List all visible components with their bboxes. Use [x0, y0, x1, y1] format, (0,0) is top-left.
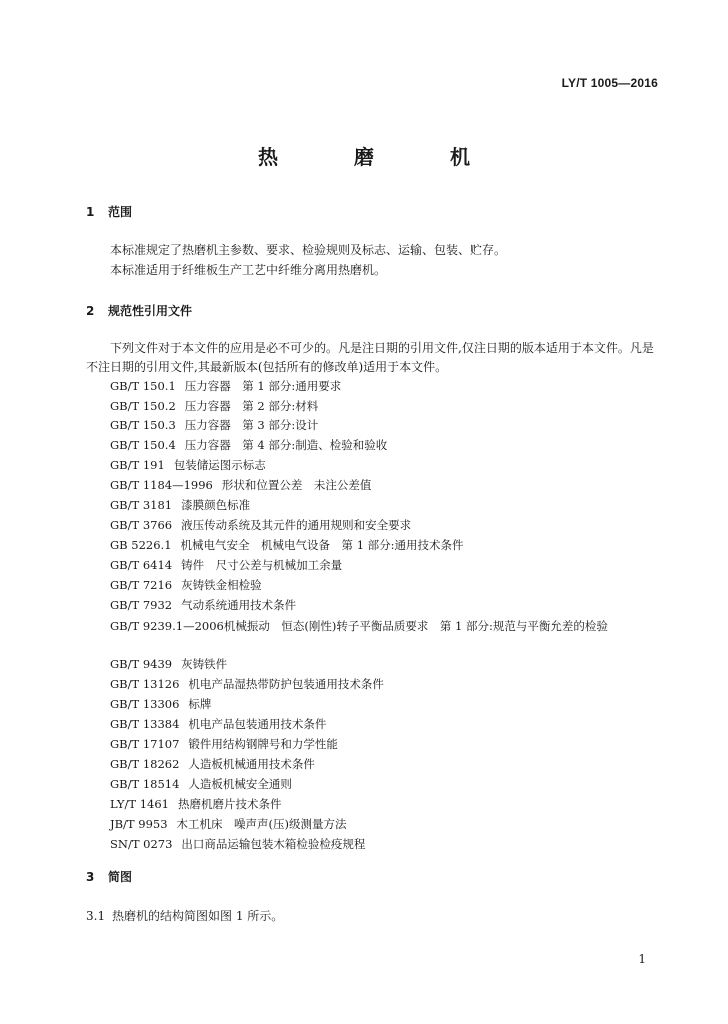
reference-item [110, 537, 464, 553]
reference-title: 灰铸铁金相检验 [181, 578, 262, 592]
section-title: 简图 [108, 870, 133, 884]
reference-code: GB 5226.1 [110, 538, 172, 552]
reference-item [86, 617, 666, 636]
reference-item [110, 557, 342, 573]
reference-code: GB/T 13384 [110, 717, 180, 731]
subsection-text: 热磨机的结构简图如图 1 所示。 [112, 909, 284, 923]
reference-item [110, 457, 266, 473]
reference-title: 气动系统通用技术条件 [181, 598, 297, 612]
reference-title: 压力容器 第 2 部分:材料 [184, 399, 319, 413]
section-3-heading [86, 868, 132, 885]
subsection-number: 3.1 [86, 909, 106, 923]
section-1-heading [86, 203, 132, 220]
reference-code: GB/T 13306 [110, 697, 180, 711]
reference-item [110, 517, 411, 533]
subsection-3-1 [86, 907, 283, 924]
reference-item [110, 477, 371, 493]
standard-code: LY/T 1005—2016 [561, 76, 658, 90]
section-2-intro: 下列文件对于本文件的应用是必不可少的。凡是注日期的引用文件,仅注日期的版本适用于本文件。凡是不注日期的引用文件,其最新版本(包括所有的修改单)适用于本文件。 [86, 341, 654, 374]
reference-item [110, 497, 250, 513]
reference-item [110, 696, 211, 712]
reference-item [110, 736, 338, 752]
reference-item [110, 437, 387, 453]
reference-code: GB/T 18262 [110, 757, 180, 771]
reference-code: GB/T 150.3 [110, 418, 176, 432]
reference-title: 漆膜颜色标准 [181, 498, 251, 512]
reference-code: GB/T 150.1 [110, 379, 176, 393]
reference-title: 压力容器 第 4 部分:制造、检验和验收 [184, 438, 388, 452]
reference-title: 包装储运图示标志 [173, 458, 266, 472]
reference-code: GB/T 13126 [110, 677, 180, 691]
reference-title: 标牌 [188, 697, 212, 711]
reference-item [110, 577, 262, 593]
document-title: 热 磨 机 [258, 145, 498, 169]
reference-code: GB/T 191 [110, 458, 165, 472]
reference-title: 形状和位置公差 未注公差值 [221, 478, 372, 492]
reference-item [110, 417, 318, 433]
reference-title: 液压传动系统及其元件的通用规则和安全要求 [181, 518, 412, 532]
section-title: 规范性引用文件 [108, 304, 193, 318]
reference-code: LY/T 1461 [110, 797, 169, 811]
reference-item [110, 378, 341, 394]
reference-title: 机电产品包装通用技术条件 [188, 717, 327, 731]
section-number: 3 [86, 870, 95, 884]
reference-item [110, 816, 347, 832]
reference-code: GB/T 9239.1—2006 [110, 619, 224, 633]
reference-code: GB/T 150.2 [110, 399, 176, 413]
reference-title: 人造板机械安全通则 [188, 777, 292, 791]
reference-code: GB/T 6414 [110, 558, 173, 572]
reference-code: SN/T 0273 [110, 837, 173, 851]
reference-title: 出口商品运输包装木箱检验检疫规程 [181, 837, 366, 851]
reference-title: 压力容器 第 3 部分:设计 [184, 418, 319, 432]
reference-item [110, 716, 326, 732]
reference-code: GB/T 1184—1996 [110, 478, 213, 492]
section-2-heading [86, 302, 192, 319]
reference-code: GB/T 9439 [110, 657, 173, 671]
reference-title: 机械振动 恒态(刚性)转子平衡品质要求 第 1 部分:规范与平衡允差的检验 [223, 619, 608, 633]
reference-item [110, 597, 296, 613]
section-1-paragraph: 本标准适用于纤维板生产工艺中纤维分离用热磨机。 [110, 263, 387, 277]
page-number: 1 [638, 952, 646, 966]
reference-title: 机械电气安全 机械电气设备 第 1 部分:通用技术条件 [180, 538, 464, 552]
reference-title: 热磨机磨片技术条件 [177, 797, 282, 811]
section-1-paragraph: 本标准规定了热磨机主参数、要求、检验规则及标志、运输、包装、贮存。 [110, 243, 507, 257]
reference-item [110, 676, 384, 692]
reference-code: GB/T 7216 [110, 578, 173, 592]
section-title: 范围 [108, 205, 133, 219]
reference-title: 木工机床 噪声声(压)级测量方法 [176, 817, 347, 831]
reference-item [110, 776, 292, 792]
reference-code: GB/T 150.4 [110, 438, 176, 452]
reference-title: 机电产品湿热带防护包装通用技术条件 [188, 677, 384, 691]
reference-item [110, 398, 318, 414]
reference-title: 锻件用结构钢牌号和力学性能 [188, 737, 338, 751]
reference-code: GB/T 3766 [110, 518, 173, 532]
reference-item [110, 656, 227, 672]
reference-item [110, 836, 365, 852]
reference-item [110, 756, 315, 772]
reference-title: 压力容器 第 1 部分:通用要求 [184, 379, 342, 393]
reference-code: GB/T 17107 [110, 737, 180, 751]
reference-code: GB/T 18514 [110, 777, 180, 791]
reference-title: 铸件 尺寸公差与机械加工余量 [181, 558, 343, 572]
reference-title: 灰铸铁件 [181, 657, 228, 671]
reference-title: 人造板机械通用技术条件 [188, 757, 315, 771]
reference-code: JB/T 9953 [110, 817, 168, 831]
reference-item [110, 796, 281, 812]
section-number: 2 [86, 304, 95, 318]
section-number: 1 [86, 205, 95, 219]
reference-code: GB/T 7932 [110, 598, 173, 612]
reference-code: GB/T 3181 [110, 498, 173, 512]
